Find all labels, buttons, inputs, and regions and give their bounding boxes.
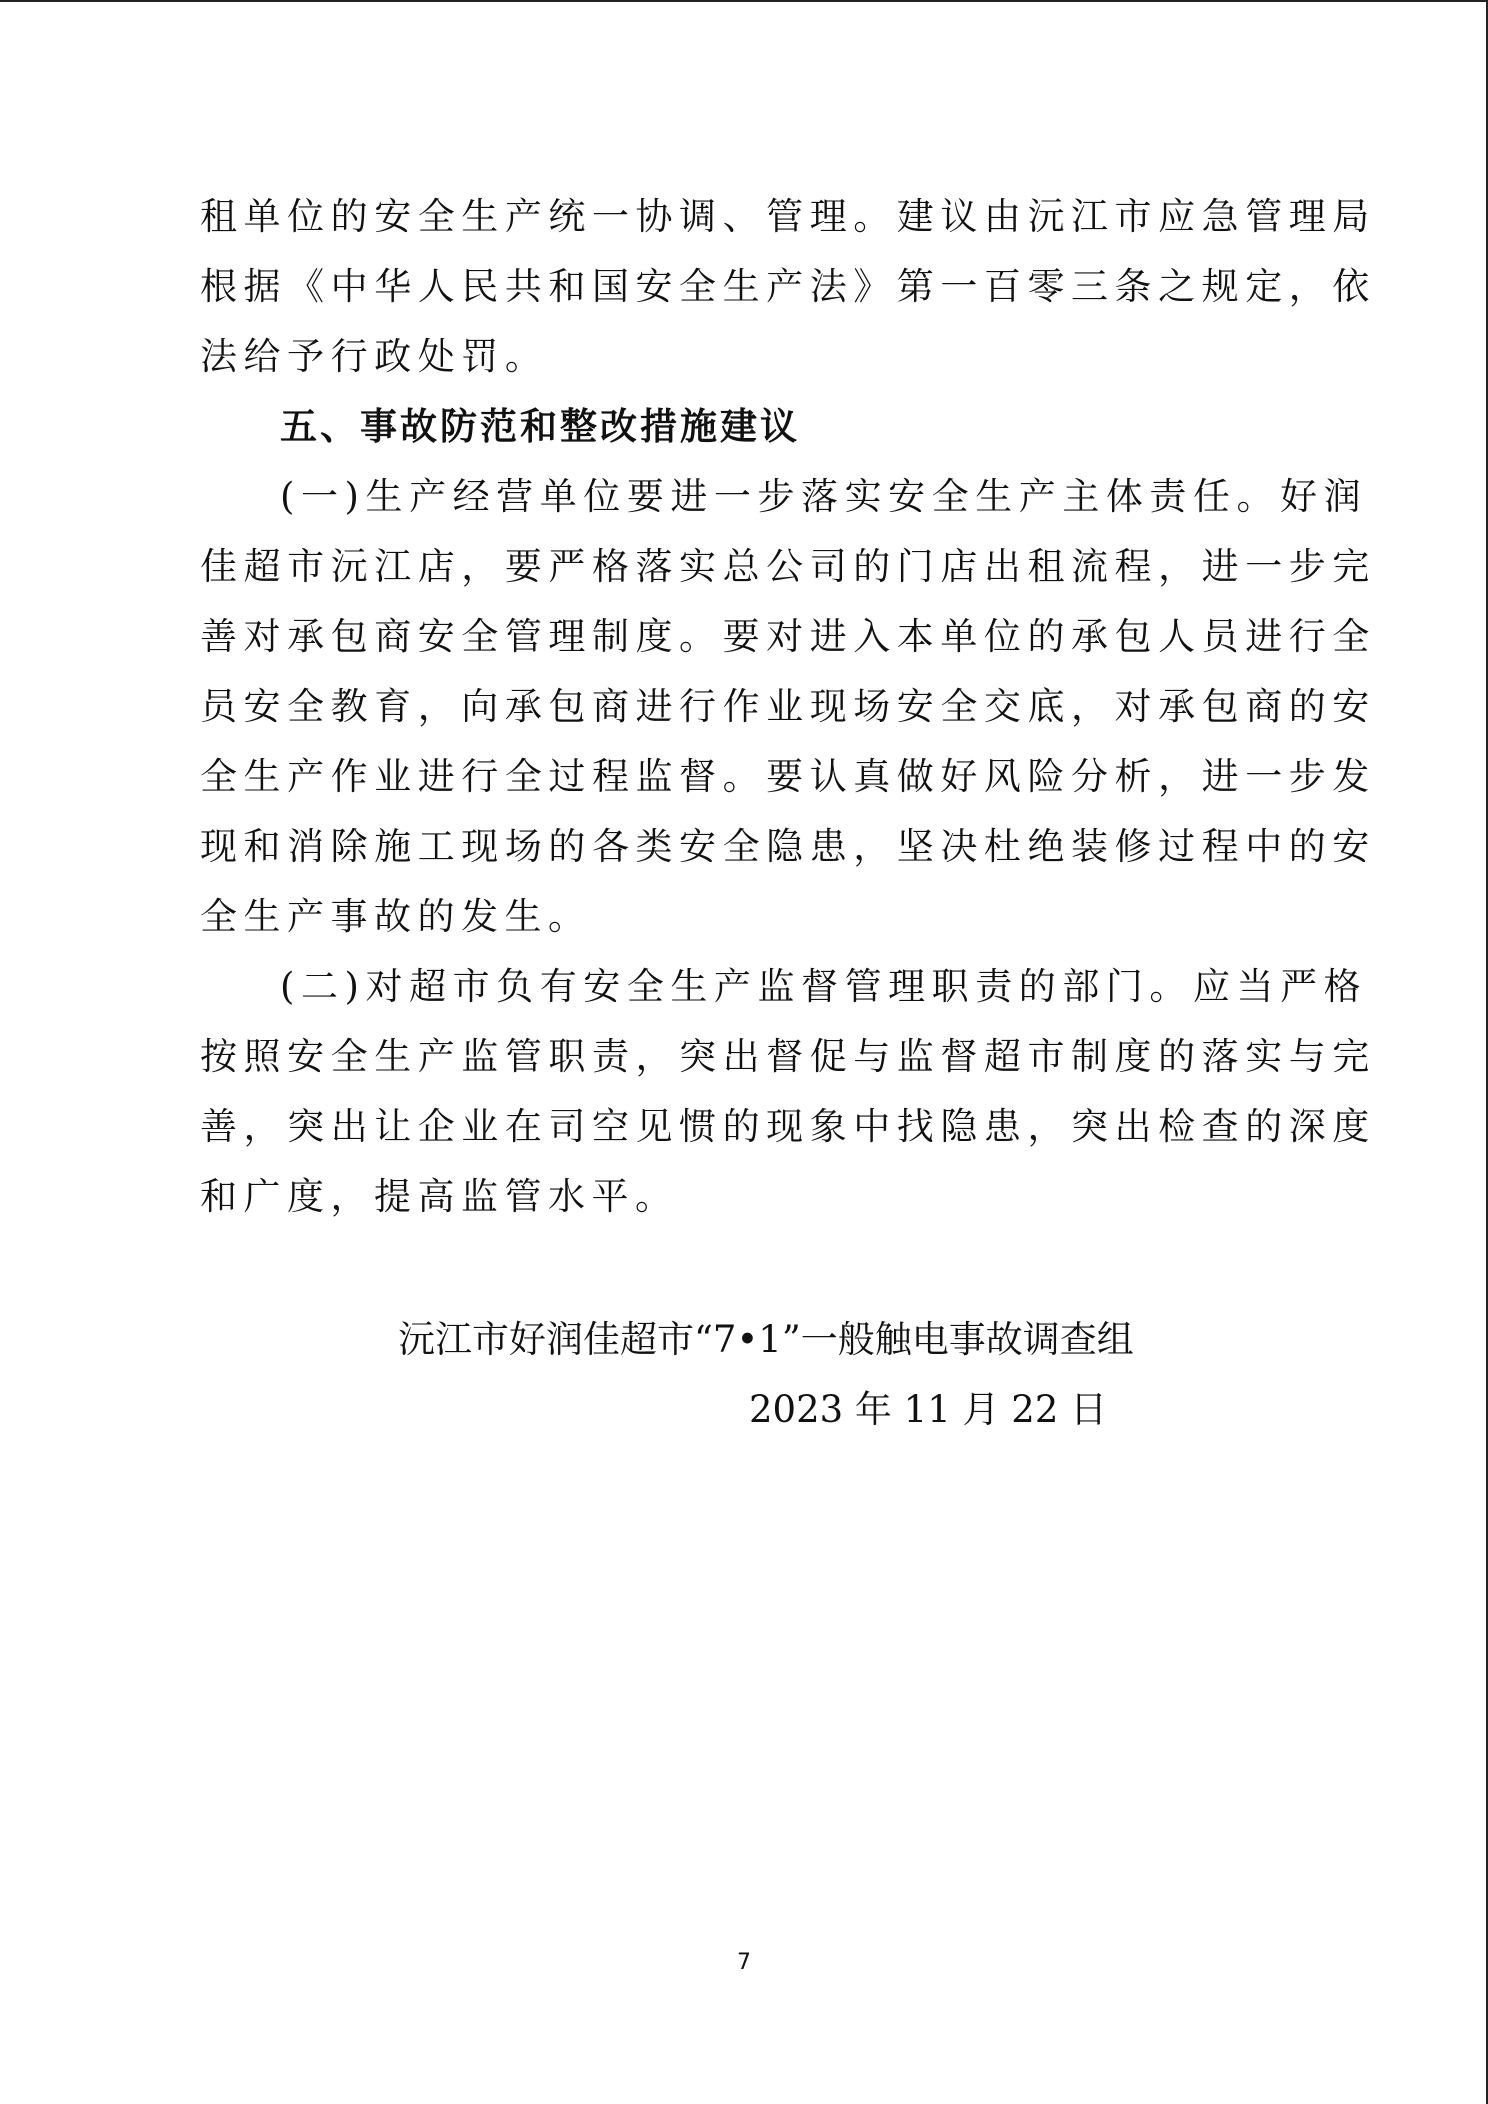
para1-line-4: 员安全教育，向承包商进行作业现场安全交底，对承包商的安	[200, 685, 1376, 728]
para1-line-1: (一)生产经营单位要进一步落实安全生产主体责任。好润	[280, 475, 1368, 518]
para1-line-5: 全生产作业进行全过程监督。要认真做好风险分析，进一步发	[200, 755, 1376, 798]
intro-line-1: 租单位的安全生产统一协调、管理。建议由沅江市应急管理局	[200, 195, 1376, 238]
para2-line-1: (二)对超市负有安全生产监督管理职责的部门。应当严格	[280, 965, 1368, 1008]
signature-date: 2023 年 11 月 22 日	[749, 1388, 1108, 1431]
para2-line-4: 和广度，提高监管水平。	[200, 1175, 679, 1218]
intro-line-3: 法给予行政处罚。	[200, 335, 549, 378]
para2-line-2: 按照安全生产监管职责，突出督促与监督超市制度的落实与完	[200, 1035, 1376, 1078]
intro-line-2: 根据《中华人民共和国安全生产法》第一百零三条之规定，依	[200, 265, 1376, 308]
section-heading: 五、事故防范和整改措施建议	[280, 405, 800, 448]
para1-line-3: 善对承包商安全管理制度。要对进入本单位的承包人员进行全	[200, 615, 1376, 658]
page-number: 7	[737, 1950, 751, 1975]
signature-organization: 沅江市好润佳超市“7•1”一般触电事故调查组	[398, 1318, 1134, 1361]
para1-line-7: 全生产事故的发生。	[200, 895, 592, 938]
para2-line-3: 善，突出让企业在司空见惯的现象中找隐患，突出检查的深度	[200, 1105, 1376, 1148]
para1-line-6: 现和消除施工现场的各类安全隐患，坚决杜绝装修过程中的安	[200, 825, 1376, 868]
para1-line-2: 佳超市沅江店，要严格落实总公司的门店出租流程，进一步完	[200, 545, 1376, 588]
